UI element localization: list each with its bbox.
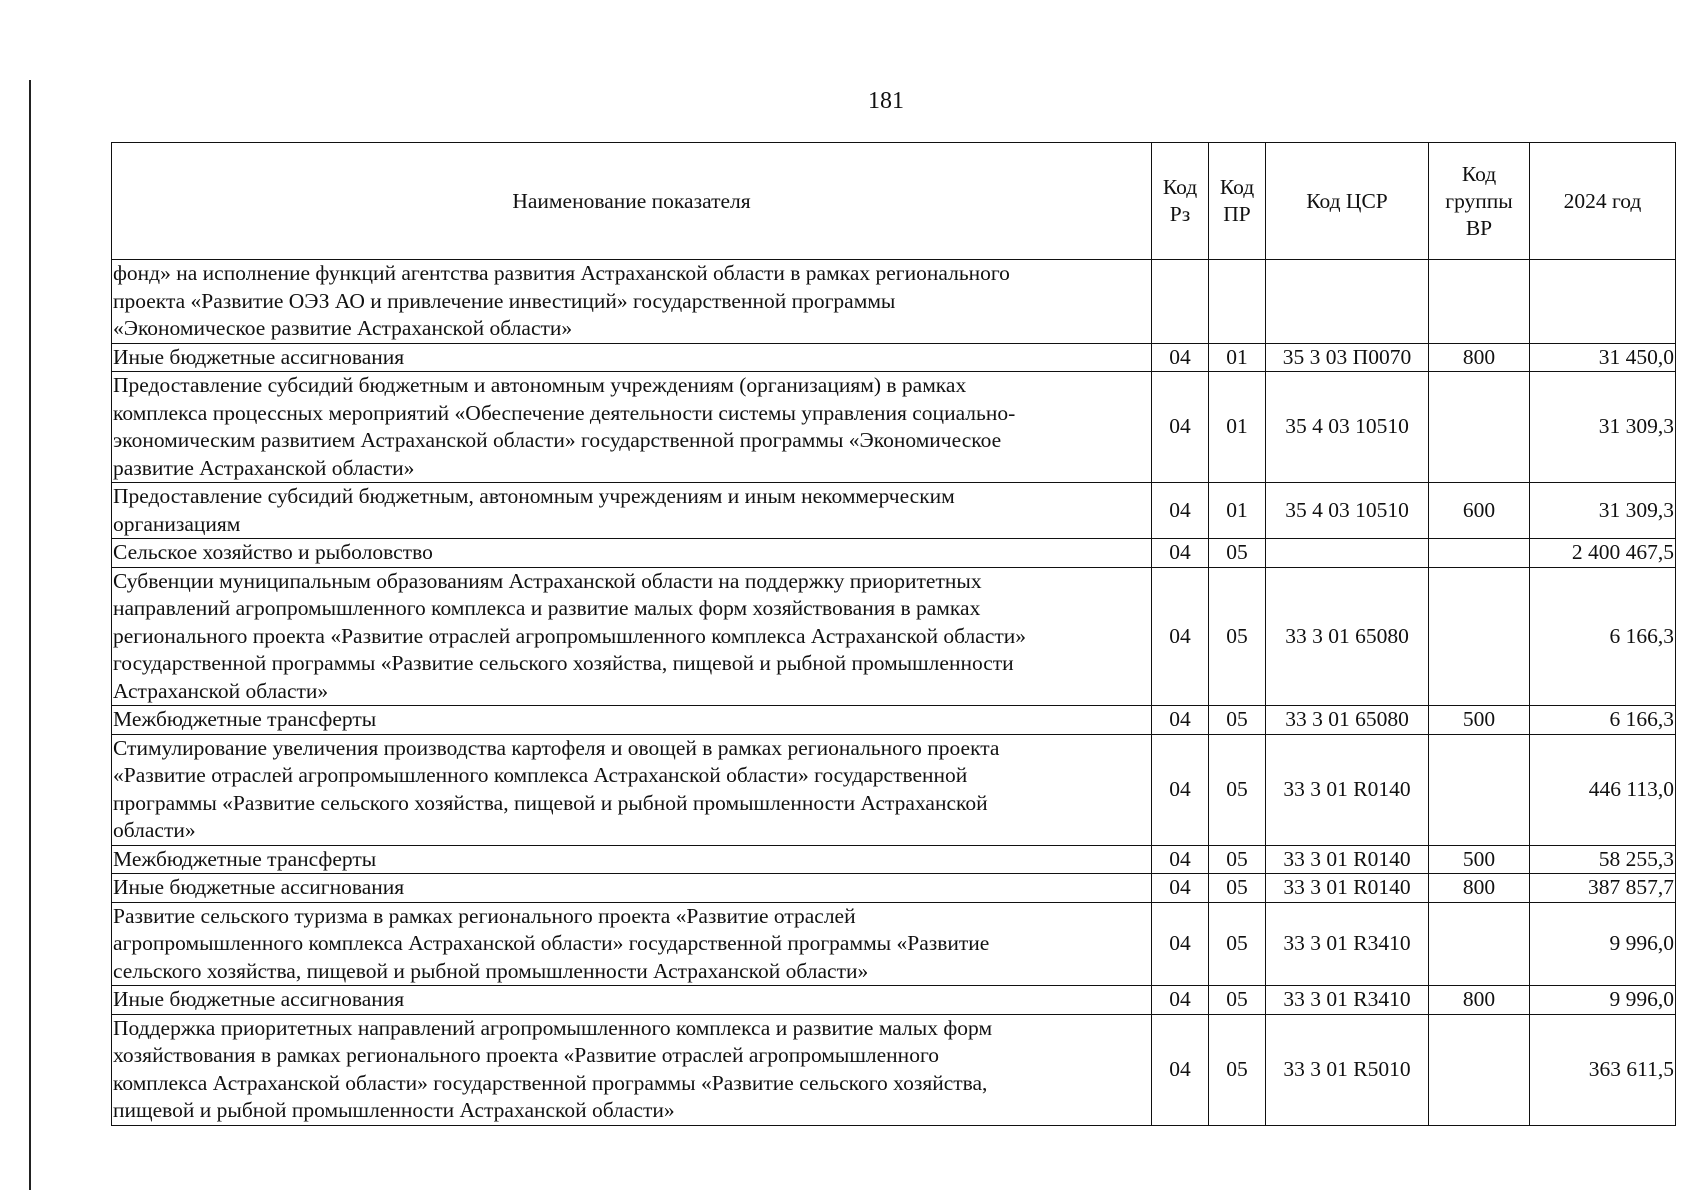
cell-name-line: проекта «Развитие ОЭЗ АО и привлечение инвестиций» государственной программы (113, 288, 896, 313)
cell-name (112, 706, 1152, 735)
cell-pr (1209, 260, 1266, 344)
cell-pr: 05 (1209, 902, 1266, 986)
table-row (112, 372, 1676, 483)
cell-vr (1429, 260, 1530, 344)
cell-name-line: агропромышленного комплекса Астраханской области» государственной программы «Развитие (113, 931, 990, 955)
cell-value (1530, 260, 1676, 344)
header-csr: Код ЦСР (1266, 143, 1429, 260)
cell-name-line: Межбюджетные трансферты (113, 846, 377, 871)
cell-csr: 35 4 03 10510 (1266, 483, 1429, 539)
table-row (112, 260, 1676, 344)
cell-name (112, 986, 1152, 1015)
table-row (112, 706, 1676, 735)
cell-vr: 800 (1429, 343, 1530, 372)
cell-pr: 05 (1209, 539, 1266, 568)
cell-value: 2 400 467,5 (1530, 539, 1676, 568)
cell-vr (1429, 372, 1530, 483)
cell-pr: 05 (1209, 986, 1266, 1015)
table-row (112, 734, 1676, 845)
cell-csr: 33 3 01 R3410 (1266, 986, 1429, 1015)
table-body (112, 260, 1676, 1126)
cell-pr: 05 (1209, 734, 1266, 845)
cell-vr (1429, 902, 1530, 986)
cell-name (112, 734, 1152, 845)
cell-pr: 05 (1209, 845, 1266, 874)
cell-csr: 33 3 01 R0140 (1266, 845, 1429, 874)
cell-name-line: государственной программы «Развитие сельского хозяйства, пищевой и рыбной промышленности (113, 651, 1014, 675)
cell-rz: 04 (1152, 734, 1209, 845)
cell-pr: 05 (1209, 567, 1266, 706)
cell-rz (1152, 260, 1209, 344)
cell-csr: 33 3 01 R0140 (1266, 874, 1429, 903)
cell-value: 31 309,3 (1530, 372, 1676, 483)
cell-name-line: пищевой и рыбной промышленности Астраханской области» (113, 1098, 675, 1122)
table-header-row (112, 143, 1676, 260)
cell-csr: 33 3 01 65080 (1266, 567, 1429, 706)
cell-name-line: Сельское хозяйство и рыболовство (113, 540, 433, 564)
table-row (112, 343, 1676, 372)
cell-rz: 04 (1152, 706, 1209, 735)
cell-name-line: области» (113, 818, 196, 842)
cell-name-line: Астраханской области» (113, 678, 329, 703)
cell-value: 363 611,5 (1530, 1014, 1676, 1125)
cell-vr: 500 (1429, 845, 1530, 874)
header-pr: Код ПР (1209, 143, 1266, 260)
cell-name-line: Иные бюджетные ассигнования (113, 987, 405, 1011)
cell-name (112, 483, 1152, 539)
cell-csr: 33 3 01 R5010 (1266, 1014, 1429, 1125)
cell-name-line: Стимулирование увеличения производства картофеля и овощей в рамках регионального проекта (113, 735, 1000, 760)
table-row (112, 845, 1676, 874)
cell-rz: 04 (1152, 567, 1209, 706)
cell-vr (1429, 539, 1530, 568)
cell-name (112, 902, 1152, 986)
cell-name-line: развитие Астраханской области» (113, 455, 415, 480)
header-year: 2024 год (1530, 143, 1676, 260)
header-rz: Код Рз (1152, 143, 1209, 260)
cell-name (112, 845, 1152, 874)
cell-name-line: регионального проекта «Развитие отраслей агропромышленного комплекса Астраханской области» (113, 623, 1027, 648)
cell-rz: 04 (1152, 902, 1209, 986)
budget-table (111, 142, 1676, 1126)
cell-csr (1266, 539, 1429, 568)
cell-name-line: Иные бюджетные ассигнования (113, 344, 405, 369)
cell-name (112, 1014, 1152, 1125)
cell-name-line: фонд» на исполнение функций агентства развития Астраханской области в рамках регионального (113, 261, 1010, 285)
cell-value: 31 309,3 (1530, 483, 1676, 539)
cell-csr: 35 3 03 П0070 (1266, 343, 1429, 372)
cell-rz: 04 (1152, 539, 1209, 568)
cell-vr: 600 (1429, 483, 1530, 539)
cell-vr (1429, 1014, 1530, 1125)
table-row (112, 539, 1676, 568)
cell-csr: 33 3 01 R3410 (1266, 902, 1429, 986)
cell-rz: 04 (1152, 845, 1209, 874)
cell-name-line: Межбюджетные трансферты (113, 707, 377, 731)
cell-rz: 04 (1152, 483, 1209, 539)
cell-vr (1429, 734, 1530, 845)
page-number: 181 (868, 88, 904, 114)
cell-value: 387 857,7 (1530, 874, 1676, 903)
cell-value: 9 996,0 (1530, 902, 1676, 986)
table-row (112, 1014, 1676, 1125)
cell-vr (1429, 567, 1530, 706)
cell-pr: 01 (1209, 483, 1266, 539)
cell-rz: 04 (1152, 1014, 1209, 1125)
cell-name-line: Иные бюджетные ассигнования (113, 875, 405, 899)
cell-name-line: сельского хозяйства, пищевой и рыбной промышленности Астраханской области» (113, 958, 869, 983)
table-row (112, 986, 1676, 1015)
cell-name-line: комплекса Астраханской области» государственной программы «Развитие сельского хозяйства, (113, 1070, 988, 1095)
cell-vr: 500 (1429, 706, 1530, 735)
cell-name-line: экономическим развитием Астраханской области» государственной программы «Экономическое (113, 428, 1002, 452)
cell-pr: 01 (1209, 343, 1266, 372)
cell-name-line: Предоставление субсидий бюджетным и автономным учреждениям (организациям) в рамках (113, 373, 967, 397)
cell-pr: 05 (1209, 874, 1266, 903)
cell-name-line: Субвенции муниципальным образованиям Астраханской области на поддержку приоритетных (113, 568, 982, 593)
cell-name (112, 567, 1152, 706)
cell-pr: 01 (1209, 372, 1266, 483)
cell-name-line: организациям (113, 511, 241, 536)
table-row (112, 483, 1676, 539)
table-row (112, 874, 1676, 903)
table-row (112, 567, 1676, 706)
cell-name-line: Предоставление субсидий бюджетным, автономным учреждениям и иным некоммерческим (113, 484, 955, 508)
cell-name-line: хозяйствования в рамках регионального проекта «Развитие отраслей агропромышленного (113, 1043, 939, 1067)
cell-name (112, 343, 1152, 372)
table-row (112, 902, 1676, 986)
page-edge-line (29, 80, 31, 1190)
header-vr: Код группы ВР (1429, 143, 1530, 260)
cell-pr: 05 (1209, 1014, 1266, 1125)
cell-value: 58 255,3 (1530, 845, 1676, 874)
cell-rz: 04 (1152, 986, 1209, 1015)
cell-name (112, 260, 1152, 344)
cell-rz: 04 (1152, 874, 1209, 903)
cell-value: 31 450,0 (1530, 343, 1676, 372)
cell-rz: 04 (1152, 343, 1209, 372)
cell-value: 9 996,0 (1530, 986, 1676, 1015)
cell-csr: 33 3 01 R0140 (1266, 734, 1429, 845)
cell-csr: 33 3 01 65080 (1266, 706, 1429, 735)
header-name: Наименование показателя (112, 143, 1152, 260)
cell-value: 446 113,0 (1530, 734, 1676, 845)
cell-name (112, 539, 1152, 568)
cell-name-line: Поддержка приоритетных направлений агропромышленного комплекса и развитие малых форм (113, 1015, 993, 1040)
cell-name-line: Развитие сельского туризма в рамках регионального проекта «Развитие отраслей (113, 903, 856, 928)
cell-value: 6 166,3 (1530, 567, 1676, 706)
cell-csr: 35 4 03 10510 (1266, 372, 1429, 483)
cell-name-line: направлений агропромышленного комплекса и развитие малых форм хозяйствования в рамках (113, 596, 981, 620)
cell-name-line: «Развитие отраслей агропромышленного комплекса Астраханской области» государственной (113, 763, 968, 787)
cell-name-line: «Экономическое развитие Астраханской области» (113, 316, 573, 340)
cell-vr: 800 (1429, 986, 1530, 1015)
cell-value: 6 166,3 (1530, 706, 1676, 735)
cell-csr (1266, 260, 1429, 344)
cell-pr: 05 (1209, 706, 1266, 735)
cell-rz: 04 (1152, 372, 1209, 483)
cell-name-line: программы «Развитие сельского хозяйства, пищевой и рыбной промышленности Астраханской (113, 790, 988, 815)
cell-vr: 800 (1429, 874, 1530, 903)
cell-name (112, 874, 1152, 903)
cell-name (112, 372, 1152, 483)
cell-name-line: комплекса процессных мероприятий «Обеспечение деятельности системы управления социально- (113, 400, 1016, 425)
